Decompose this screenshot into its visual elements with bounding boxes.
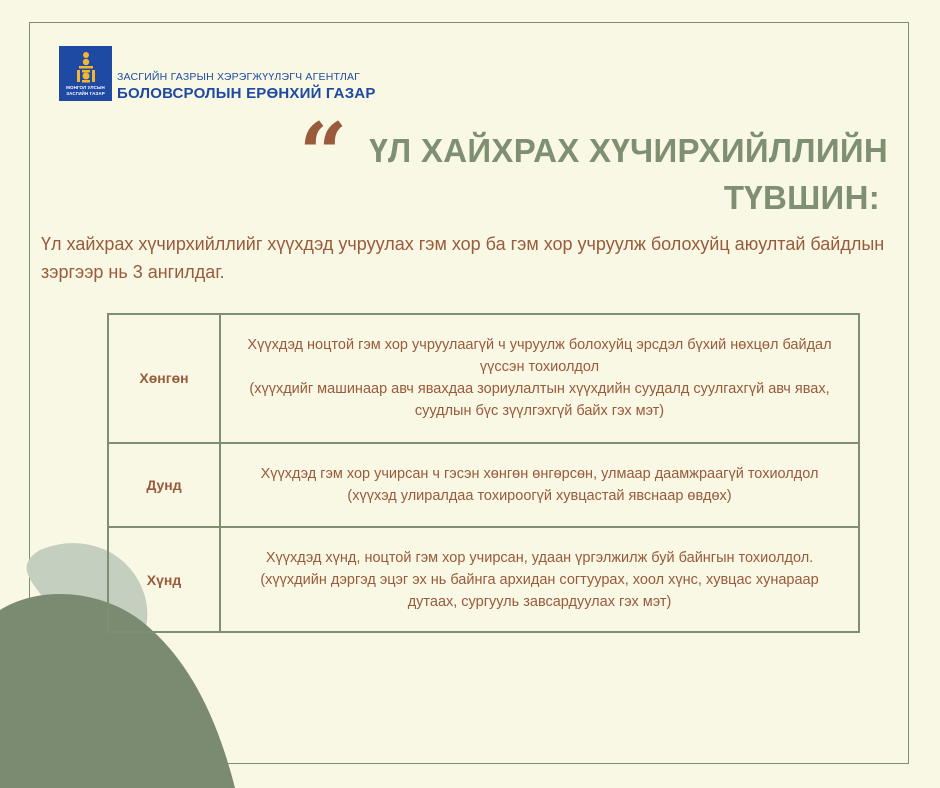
level-description-example: (хүүхдийг машинаар авч явахдаа зориулалтын хүүхдийн суудалд суулгахгүй авч явах, суудлын бүс зүүлгэхгүй байх гэх мэт) (249, 381, 830, 420)
level-description-main: Хүүхдэд ноцтой гэм хор учруулаагүй ч учруулж болохуйц эрсдэл бүхий нөхцөл байдал үүссэн тохиолдол (247, 337, 832, 376)
title-line2: ТҮВШИН: (723, 179, 880, 216)
level-name: Дунд (108, 443, 220, 528)
level-description-main: Хүүхдэд гэм хор учирсан ч гэсэн хөнгөн өнгөрсөн, улмаар даамжраагүй тохиолдол (хүүхэд улиралдаа тохироогүй хувцастай явснаар өвдөх) (260, 466, 819, 505)
quote-mark-icon: “ (299, 104, 348, 203)
intro-text: Үл хайхрах хүчирхийллийг хүүхдэд учруулах гэм хор ба гэм хор учруулж болохуйц аюултай байдлын зэргээр нь 3 ангилдаг. (41, 234, 885, 282)
table-row (108, 443, 859, 528)
soyombo-emblem-icon (73, 50, 99, 84)
logo-caption-line2: ЗАСГИЙН ГАЗАР (66, 91, 105, 96)
levels-table (107, 313, 860, 633)
logo-caption-line1: МОНГОЛ УЛСЫН (66, 85, 105, 90)
level-name: Хөнгөн (108, 314, 220, 443)
table-row (108, 314, 859, 443)
agency-subtitle: ЗАСГИЙН ГАЗРЫН ХЭРЭГЖҮҮЛЭГЧ АГЕНТЛАГ (117, 71, 361, 83)
level-description (220, 314, 859, 443)
page-title (340, 127, 888, 221)
table-row (108, 527, 859, 632)
government-logo (59, 46, 112, 101)
level-description (220, 527, 859, 632)
level-description (220, 443, 859, 528)
title-line1: ҮЛ ХАЙХРАХ ХҮЧИРХИЙЛЛИЙН (369, 132, 888, 169)
level-name: Хүнд (108, 527, 220, 632)
agency-name: БОЛОВСРОЛЫН ЕРӨНХИЙ ГАЗАР (117, 85, 376, 102)
level-description-main: Хүүхдэд хүнд, ноцтой гэм хор учирсан, удаан үргэлжилж буй байнгын тохиолдол. (хүүхдийн дэргэд эцэг эх нь байнга архидан согтуурах, хоол хүнс, хувцас хунараар дутаах, сургууль завсардуулах гэх мэт) (260, 549, 819, 610)
